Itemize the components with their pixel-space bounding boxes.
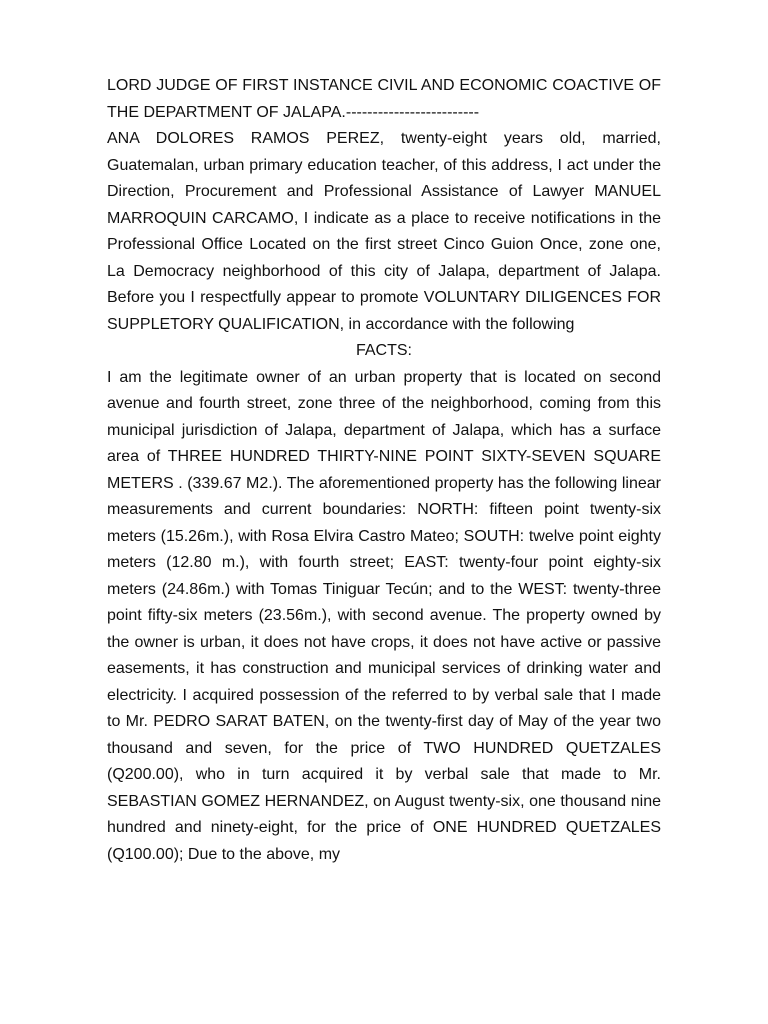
intro-paragraph: ANA DOLORES RAMOS PEREZ, twenty-eight years old, married, Guatemalan, urban primary education teacher, of this address, I act under the Direction, Procurement and Professional Assistance of Lawyer MANUEL MARROQUIN CARCAMO, I indicate as a place to receive notifications in the Professional Office Located on the first street Cinco Guion Once, zone one, La Democracy neighborhood of this city of Jalapa, department of Jalapa. Before you I respectfully appear to promote VOLUNTARY DILIGENCES FOR SUPPLETORY QUALIFICATION, in accordance with the following — [107, 130, 661, 333]
facts-heading: FACTS: — [355, 342, 412, 359]
addressee-paragraph: LORD JUDGE OF FIRST INSTANCE CIVIL AND ECONOMIC COACTIVE OF THE DEPARTMENT OF JALAPA.------------------------- — [107, 77, 661, 121]
facts-paragraph: I am the legitimate owner of an urban property that is located on second avenue and fourth street, zone three of the neighborhood, coming from this municipal jurisdiction of Jalapa, department of Jalapa, which has a surface area of THREE HUNDRED THIRTY-NINE POINT SIXTY-SEVEN SQUARE METERS . (339.67 M2.). The aforementioned property has the following linear measurements and current boundaries: NORTH: fifteen point twenty-six meters (15.26m.), with Rosa Elvira Castro Mateo; SOUTH: twelve point eighty meters (12.80 m.), with fourth street; EAST: twenty-four point eighty-six meters (24.86m.) with Tomas Tiniguar Tecún; and to the WEST: twenty-three point fifty-six meters (23.56m.), with second avenue. The property owned by the owner is urban, it does not have crops, it does not have active or passive easements, it has construction and municipal services of drinking water and electricity. I acquired possession of the referred to by verbal sale that I made to Mr. PEDRO SARAT BATEN, on the twenty-first day of May of the year two thousand and seven, for the price of TWO HUNDRED QUETZALES (Q200.00), who in turn acquired it by verbal sale that made to Mr. SEBASTIAN GOMEZ HERNANDEZ, on August twenty-six, one thousand nine hundred and ninety-eight, for the price of ONE HUNDRED QUETZALES (Q100.00); Due to the above, my — [107, 368, 661, 863]
document-page — [107, 73, 661, 868]
